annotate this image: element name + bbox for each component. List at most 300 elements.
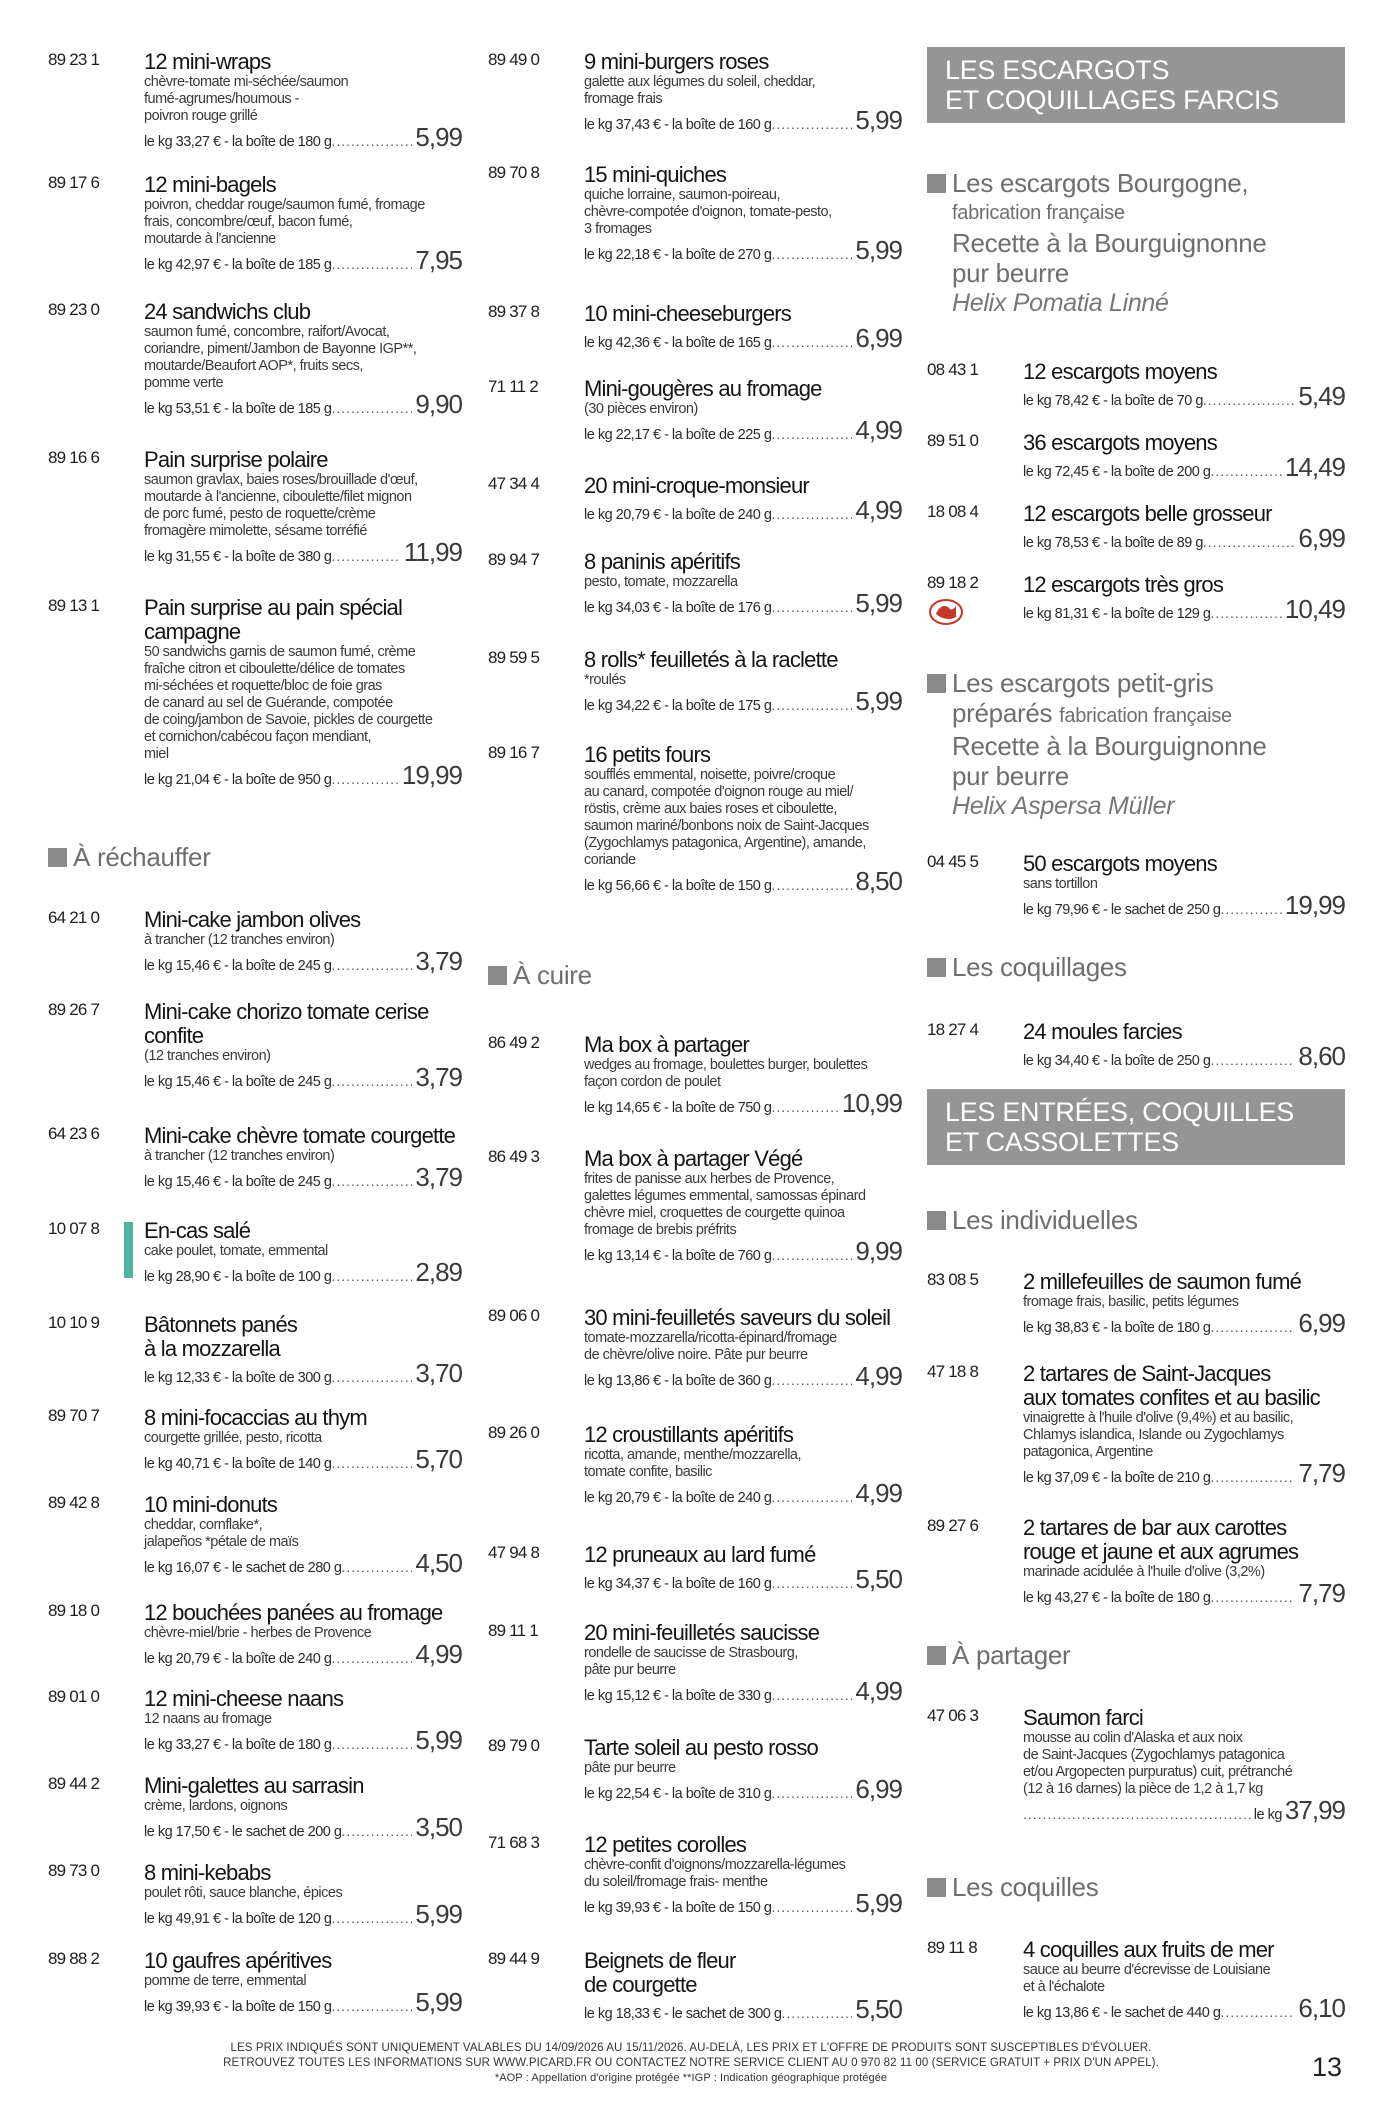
- product-name: aux tomates confites et au basilic: [1023, 1385, 1320, 1410]
- product-name: 8 mini-focaccias au thym: [144, 1405, 367, 1430]
- price-leader-dots: [331, 1369, 412, 1385]
- product-name: En-cas salé: [144, 1218, 251, 1243]
- product-description: [144, 1517, 462, 1551]
- price-line: [584, 1236, 902, 1266]
- description-line: sans tortillon: [1023, 876, 1098, 892]
- product-body: [1023, 1020, 1345, 1069]
- price-leader-dots: [1203, 534, 1295, 550]
- price-value: 7,79: [1298, 1458, 1345, 1488]
- price-value: 9,90: [415, 389, 462, 419]
- product-code: 89 13 1: [48, 596, 100, 615]
- product-name: Beignets de fleur: [584, 1948, 736, 1973]
- price-line: [144, 245, 462, 275]
- price-leader-dots: [331, 1910, 412, 1926]
- product-code: 18 27 4: [927, 1020, 979, 1039]
- price-value: 5,99: [855, 1888, 902, 1918]
- price-line: [584, 1888, 902, 1918]
- price-line: [144, 537, 462, 567]
- price-line: [144, 1062, 462, 1092]
- product-body: [144, 596, 462, 788]
- product-body: [144, 908, 462, 974]
- banner-line: ET CASSOLETTES: [945, 1127, 1179, 1157]
- product-code: 89 73 0: [48, 1861, 100, 1880]
- product-code: 89 11 1: [488, 1621, 538, 1640]
- product-description: [584, 1330, 902, 1364]
- product-body: [584, 1949, 902, 2022]
- product-name: 12 mini-bagels: [144, 172, 276, 197]
- price-value: 3,79: [415, 1162, 462, 1192]
- unit-price: le kg 34,40 € - la boîte de 250 g: [1023, 1053, 1211, 1069]
- price-value: 5,99: [855, 235, 902, 265]
- unit-price: le kg 33,27 € - la boîte de 180 g: [144, 134, 332, 150]
- price-leader-dots: [771, 1785, 852, 1801]
- unit-price: le kg 12,33 € - la boîte de 300 g: [144, 1370, 332, 1386]
- price-leader-dots: [331, 1736, 412, 1752]
- description-line: saumon fumé, concombre, raifort/Avocat,: [144, 324, 390, 340]
- product-description: [584, 401, 902, 418]
- product-name: Bâtonnets panés: [144, 1312, 298, 1337]
- product-name: 2 millefeuilles de saumon fumé: [1023, 1269, 1302, 1294]
- unit-price: le kg 20,79 € - la boîte de 240 g: [144, 1651, 332, 1667]
- description-line: pesto, tomate, mozzarella: [584, 574, 738, 590]
- product-code: 71 68 3: [488, 1833, 540, 1852]
- product-code: 83 08 5: [927, 1270, 979, 1289]
- description-line: moutarde à l'ancienne: [144, 231, 276, 247]
- subsection-origin: fabrication française: [1059, 705, 1232, 727]
- product-body: [144, 50, 462, 150]
- price-leader-dots: [331, 133, 412, 149]
- product-code: 89 18 2: [927, 573, 979, 592]
- product-description: [584, 672, 902, 689]
- description-line: 12 naans au fromage: [144, 1711, 272, 1727]
- section-square-icon: [48, 848, 67, 867]
- product-body: [144, 1406, 462, 1472]
- description-line: (Zygochlamys patagonica, Argentine), amande,: [584, 835, 866, 851]
- subsection-petit-gris: [927, 668, 1345, 821]
- price-value: 5,50: [855, 1564, 902, 1594]
- description-line: fromage frais: [584, 91, 663, 107]
- product-code: 89 79 0: [488, 1736, 540, 1755]
- price-leader-dots: [331, 256, 412, 272]
- product-description: [584, 1857, 902, 1891]
- section-square-icon: [927, 1646, 946, 1665]
- product-code: 10 07 8: [48, 1219, 100, 1238]
- unit-price: le kg 38,83 € - la boîte de 180 g: [1023, 1320, 1211, 1336]
- price-leader-dots: [771, 599, 852, 615]
- price-value: 6,99: [855, 323, 902, 353]
- product-description: [144, 1711, 462, 1728]
- price-leader-dots: [771, 1687, 852, 1703]
- price-leader-dots: [331, 957, 412, 973]
- product-body: [144, 1493, 462, 1576]
- price-leader-dots: [771, 1899, 852, 1915]
- section-square-icon: [927, 1878, 946, 1897]
- price-value: 4,99: [855, 1478, 902, 1508]
- description-line: au canard, compotée d'oignon rouge au miel/: [584, 784, 854, 800]
- product-code: 89 06 0: [488, 1306, 540, 1325]
- price-leader-dots: [771, 334, 852, 350]
- product-name: 2 tartares de bar aux carottes: [1023, 1515, 1287, 1540]
- product-name: 20 mini-feuilletés saucisse: [584, 1620, 820, 1645]
- banner-entrees: [927, 1089, 1345, 1165]
- price-line: [1023, 452, 1345, 482]
- product-description: [144, 324, 462, 392]
- subsection-title: Les escargots petit-gris: [952, 668, 1214, 698]
- product-name: 12 pruneaux au lard fumé: [584, 1542, 816, 1567]
- unit-price: le kg 78,53 € - la boîte de 89 g: [1023, 535, 1203, 551]
- section-heading-coquilles: [927, 1872, 1098, 1903]
- unit-price: le kg 34,03 € - la boîte de 176 g: [584, 600, 772, 616]
- product-code: 89 42 8: [48, 1493, 100, 1512]
- price-leader-dots: [331, 1173, 412, 1189]
- price-value: 5,99: [855, 105, 902, 135]
- section-heading-individuelles: [927, 1205, 1138, 1236]
- price-value: 37,99: [1284, 1795, 1345, 1825]
- unit-price: le kg 15,46 € - la boîte de 245 g: [144, 958, 332, 974]
- section-title: Les individuelles: [952, 1205, 1138, 1235]
- price-unit: le kg: [1253, 1807, 1282, 1823]
- product-description: [584, 767, 902, 869]
- product-name: 10 mini-cheeseburgers: [584, 301, 791, 326]
- price-line: [144, 1162, 462, 1192]
- product-description: [1023, 1294, 1345, 1311]
- price-value: 4,99: [855, 415, 902, 445]
- product-body: [144, 1124, 462, 1190]
- description-line: poivron, cheddar rouge/saumon fumé, fromage: [144, 197, 425, 213]
- price-line: [584, 588, 902, 618]
- product-name: Tarte soleil au pesto rosso: [584, 1735, 818, 1760]
- product-body: [584, 1306, 902, 1389]
- product-name: 12 escargots belle grosseur: [1023, 501, 1272, 526]
- product-description: [144, 932, 462, 949]
- price-leader-dots: [1220, 2004, 1295, 2020]
- price-leader-dots: [1210, 1469, 1295, 1485]
- description-line: du soleil/fromage frais- menthe: [584, 1874, 768, 1890]
- price-value: 3,70: [415, 1358, 462, 1388]
- product-name: Mini-gougères au fromage: [584, 376, 822, 401]
- price-leader-dots: [341, 1559, 412, 1575]
- price-value: 5,99: [415, 1987, 462, 2017]
- description-line: et cornichon/cabécou façon mendiant,: [144, 729, 372, 745]
- description-line: de porc fumé, pesto de roquette/crème: [144, 506, 376, 522]
- description-line: à trancher (12 tranches environ): [144, 1148, 335, 1164]
- price-value: 4,99: [855, 1676, 902, 1706]
- price-value: 6,99: [1298, 523, 1345, 553]
- product-name: 16 petits fours: [584, 742, 711, 767]
- description-line: pâte pur beurre: [584, 1662, 676, 1678]
- product-code: 89 27 6: [927, 1516, 979, 1535]
- product-code: 47 34 4: [488, 474, 540, 493]
- description-line: wedges au fromage, boulettes burger, boulettes: [584, 1057, 868, 1073]
- section-title: À cuire: [513, 960, 592, 990]
- price-line: [1023, 381, 1345, 411]
- description-line: de Saint-Jacques (Zygochlamys patagonica: [1023, 1747, 1285, 1763]
- price-value: 14,49: [1284, 452, 1345, 482]
- product-code: 89 23 0: [48, 300, 100, 319]
- price-value: 6,99: [855, 1774, 902, 1804]
- product-code: 89 17 6: [48, 173, 100, 192]
- subsection-recipe: Recette à la Bourguignonne: [952, 228, 1267, 258]
- product-body: [144, 1774, 462, 1840]
- product-body: [144, 1313, 462, 1386]
- subsection-recipe-2: pur beurre: [952, 258, 1069, 288]
- product-body: [144, 448, 462, 565]
- section-square-icon: [927, 958, 946, 977]
- unit-price: le kg 21,04 € - la boîte de 950 g: [144, 772, 332, 788]
- product-code: 64 23 6: [48, 1124, 100, 1143]
- description-line: patagonica, Argentine: [1023, 1444, 1153, 1460]
- price-line: [584, 323, 902, 353]
- unit-price: le kg 13,86 € - la boîte de 360 g: [584, 1373, 772, 1389]
- product-code: 89 51 0: [927, 431, 979, 450]
- section-title: À réchauffer: [73, 842, 211, 872]
- unit-price: le kg 16,07 € - le sachet de 280 g: [144, 1560, 342, 1576]
- price-value: 9,99: [855, 1236, 902, 1266]
- price-value: 5,70: [415, 1444, 462, 1474]
- description-line: moutarde à l'ancienne, ciboulette/filet mignon: [144, 489, 412, 505]
- price-leader-dots: [331, 771, 398, 787]
- subsection-recipe-2: pur beurre: [952, 761, 1069, 791]
- description-line: chèvre-compotée d'oignon, tomate-pesto,: [584, 204, 832, 220]
- product-body: [144, 1000, 462, 1090]
- product-body: [584, 302, 902, 351]
- product-code: 89 44 2: [48, 1774, 100, 1793]
- product-body: [144, 173, 462, 273]
- price-leader-dots: [1210, 1589, 1295, 1605]
- product-code: 86 49 3: [488, 1147, 540, 1166]
- product-name: 12 bouchées panées au fromage: [144, 1600, 443, 1625]
- price-leader-dots: [771, 1575, 852, 1591]
- footer-legend: *AOP : Appellation d'origine protégée **IGP : Indication géographique protégée: [494, 2072, 888, 2084]
- price-leader-dots: [1220, 901, 1281, 917]
- product-name: 50 escargots moyens: [1023, 851, 1217, 876]
- product-name: 8 mini-kebabs: [144, 1860, 271, 1885]
- price-leader-dots: [771, 1247, 852, 1263]
- price-line: [1023, 1041, 1345, 1071]
- product-code: 47 06 3: [927, 1706, 979, 1725]
- product-code: 89 26 7: [48, 1000, 100, 1019]
- teal-marker: [124, 1222, 133, 1278]
- product-body: [1023, 573, 1345, 622]
- price-line: [584, 1564, 902, 1594]
- price-value: 3,79: [415, 1062, 462, 1092]
- description-line: (12 tranches environ): [144, 1048, 271, 1064]
- unit-price: le kg 81,31 € - la boîte de 129 g: [1023, 606, 1211, 622]
- product-body: [1023, 1516, 1345, 1606]
- price-line: [1023, 1308, 1345, 1338]
- price-line: [1023, 890, 1345, 920]
- product-name: 24 moules farcies: [1023, 1019, 1182, 1044]
- product-name: Mini-cake jambon olives: [144, 907, 361, 932]
- product-name: confite: [144, 1023, 204, 1048]
- price-line: [144, 1444, 462, 1474]
- section-square-icon: [927, 674, 946, 693]
- unit-price: le kg 53,51 € - la boîte de 185 g: [144, 401, 332, 417]
- description-line: Chlamys islandica, Islande ou Zygochlamys: [1023, 1427, 1284, 1443]
- product-description: [584, 187, 902, 238]
- unit-price: le kg 37,09 € - la boîte de 210 g: [1023, 1470, 1211, 1486]
- product-body: [584, 648, 902, 714]
- product-code: 89 23 1: [48, 50, 100, 69]
- product-name: Mini-galettes au sarrasin: [144, 1773, 364, 1798]
- description-line: de coing/jambon de Savoie, pickles de courgette: [144, 712, 433, 728]
- subsection-bourgogne: [927, 168, 1345, 318]
- product-body: [1023, 431, 1345, 480]
- product-description: [1023, 1410, 1345, 1461]
- unit-price: le kg 13,14 € - la boîte de 760 g: [584, 1248, 772, 1264]
- description-line: 50 sandwichs garnis de saumon fumé, crème: [144, 644, 416, 660]
- description-line: jalapeños *pétale de maïs: [144, 1534, 299, 1550]
- price-leader-dots: [341, 1823, 412, 1839]
- price-value: 7,95: [415, 245, 462, 275]
- banner-escargots: [927, 47, 1345, 123]
- price-leader-dots: [771, 506, 852, 522]
- price-leader-dots: [1023, 1806, 1254, 1822]
- description-line: (30 pièces environ): [584, 401, 698, 417]
- price-line: [584, 1478, 902, 1508]
- section-title: À partager: [952, 1640, 1071, 1670]
- description-line: pomme de terre, emmental: [144, 1973, 307, 1989]
- price-leader-dots: [771, 246, 852, 262]
- unit-price: le kg 72,45 € - la boîte de 200 g: [1023, 464, 1211, 480]
- price-value: 2,89: [415, 1257, 462, 1287]
- description-line: mi-séchées et roquette/bloc de foie gras: [144, 678, 382, 694]
- subsection-title-2: préparés: [952, 698, 1053, 728]
- product-body: [584, 474, 902, 523]
- product-body: [584, 163, 902, 263]
- product-name: 4 coquilles aux fruits de mer: [1023, 1937, 1274, 1962]
- unit-price: le kg 18,33 € - le sachet de 300 g: [584, 2006, 782, 2022]
- price-leader-dots: [331, 1073, 412, 1089]
- price-line: [144, 389, 462, 419]
- product-description: [584, 1171, 902, 1239]
- product-code: 89 49 0: [488, 50, 540, 69]
- section-title: Les coquilles: [952, 1872, 1099, 1902]
- price-value: 8,60: [1298, 1041, 1345, 1071]
- unit-price: le kg 28,90 € - la boîte de 100 g: [144, 1269, 332, 1285]
- section-heading-rechauffer: [48, 842, 211, 873]
- description-line: tomate-mozzarella/ricotta-épinard/fromage: [584, 1330, 837, 1346]
- product-body: [1023, 1938, 1345, 2021]
- product-code: 89 94 7: [488, 550, 540, 569]
- product-description: [584, 1760, 902, 1777]
- price-leader-dots: [781, 2005, 852, 2021]
- product-code: 89 11 8: [927, 1938, 977, 1957]
- description-line: galette aux légumes du soleil, cheddar,: [584, 74, 816, 90]
- product-name: Pain surprise au pain spécial: [144, 595, 403, 620]
- price-value: 6,10: [1298, 1993, 1345, 2023]
- product-name: 10 mini-donuts: [144, 1492, 278, 1517]
- product-description: [584, 1057, 902, 1091]
- price-line: [1023, 1795, 1345, 1825]
- product-code: 89 37 8: [488, 302, 540, 321]
- product-code: 18 08 4: [927, 502, 979, 521]
- product-code: 10 10 9: [48, 1313, 100, 1332]
- product-code: 89 70 8: [488, 163, 540, 182]
- price-line: [144, 1812, 462, 1842]
- price-line: [584, 495, 902, 525]
- description-line: 3 fromages: [584, 221, 652, 237]
- unit-price: le kg 43,27 € - la boîte de 180 g: [1023, 1590, 1211, 1606]
- banner-line: ET COQUILLAGES FARCIS: [945, 85, 1279, 115]
- unit-price: le kg 20,79 € - la boîte de 240 g: [584, 507, 772, 523]
- price-leader-dots: [771, 697, 852, 713]
- section-heading-coquillages: [927, 952, 1127, 983]
- product-name: 12 escargots très gros: [1023, 572, 1224, 597]
- price-line: [584, 686, 902, 716]
- price-line: [144, 1548, 462, 1578]
- unit-price: le kg 56,66 € - la boîte de 150 g: [584, 878, 772, 894]
- product-body: [1023, 360, 1345, 409]
- description-line: soufflés emmental, noisette, poivre/croque: [584, 767, 836, 783]
- unit-price: le kg 37,43 € - la boîte de 160 g: [584, 117, 772, 133]
- product-body: [144, 1219, 462, 1285]
- description-line: miel: [144, 746, 169, 762]
- price-line: [1023, 1458, 1345, 1488]
- product-code: 89 01 0: [48, 1687, 100, 1706]
- description-line: galettes légumes emmental, samossas épinard: [584, 1188, 866, 1204]
- product-description: [1023, 1962, 1345, 1996]
- product-name: 2 tartares de Saint-Jacques: [1023, 1361, 1271, 1386]
- product-name: 30 mini-feuilletés saveurs du soleil: [584, 1305, 891, 1330]
- product-body: [584, 550, 902, 616]
- banner-line: LES ESCARGOTS: [945, 55, 1170, 85]
- product-description: [144, 1973, 462, 1990]
- unit-price: le kg 31,55 € - la boîte de 380 g: [144, 549, 332, 565]
- product-description: [584, 74, 902, 108]
- price-leader-dots: [331, 1650, 412, 1666]
- price-line: [584, 1676, 902, 1706]
- price-value: 5,99: [415, 122, 462, 152]
- product-name: 12 mini-cheese naans: [144, 1686, 344, 1711]
- unit-price: le kg 34,37 € - la boîte de 160 g: [584, 1576, 772, 1592]
- description-line: et à l'échalote: [1023, 1979, 1105, 1995]
- unit-price: le kg 34,22 € - la boîte de 175 g: [584, 698, 772, 714]
- product-name: 36 escargots moyens: [1023, 430, 1217, 455]
- price-line: [144, 760, 462, 790]
- product-name: 24 sandwichs club: [144, 299, 311, 324]
- description-line: chèvre-confit d'oignons/mozzarella-légumes: [584, 1857, 846, 1873]
- section-square-icon: [927, 1211, 946, 1230]
- product-code: 89 70 7: [48, 1406, 100, 1425]
- product-description: [144, 1243, 462, 1260]
- product-name: 10 gaufres apéritives: [144, 1948, 332, 1973]
- subsection-title: Les escargots Bourgogne,: [952, 168, 1249, 198]
- price-value: 4,50: [415, 1548, 462, 1578]
- price-value: 3,79: [415, 946, 462, 976]
- footer-validity: LES PRIX INDIQUÉS SONT UNIQUEMENT VALABLES DU 14/09/2026 AU 15/11/2026. AU-DELÀ, LES PRIX ET L'OFFRE DE PRODUITS SONT SUSCEPTIBLES D'ÉVOLUER.: [230, 2042, 1152, 2054]
- description-line: poivron rouge grillé: [144, 108, 258, 124]
- price-leader-dots: [771, 426, 852, 442]
- unit-price: le kg 17,50 € - le sachet de 200 g: [144, 1824, 342, 1840]
- price-line: [144, 1725, 462, 1755]
- product-name: 8 rolls* feuilletés à la raclette: [584, 647, 838, 672]
- unit-price: le kg 49,91 € - la boîte de 120 g: [144, 1911, 332, 1927]
- product-description: [144, 197, 462, 248]
- product-code: 89 16 7: [488, 743, 540, 762]
- price-line: [144, 122, 462, 152]
- page-number: 13: [1312, 2052, 1343, 2082]
- section-square-icon: [488, 966, 507, 985]
- product-body: [144, 300, 462, 417]
- product-body: [584, 1423, 902, 1506]
- product-code: 89 26 0: [488, 1423, 540, 1442]
- description-line: de canard au sel de Guérande, compotée: [144, 695, 393, 711]
- product-code: 47 18 8: [927, 1362, 979, 1381]
- description-line: et/ou Argopecten purpuratus) cuit, prétranché: [1023, 1764, 1293, 1780]
- unit-price: le kg 33,27 € - la boîte de 180 g: [144, 1737, 332, 1753]
- product-code: 08 43 1: [927, 360, 979, 379]
